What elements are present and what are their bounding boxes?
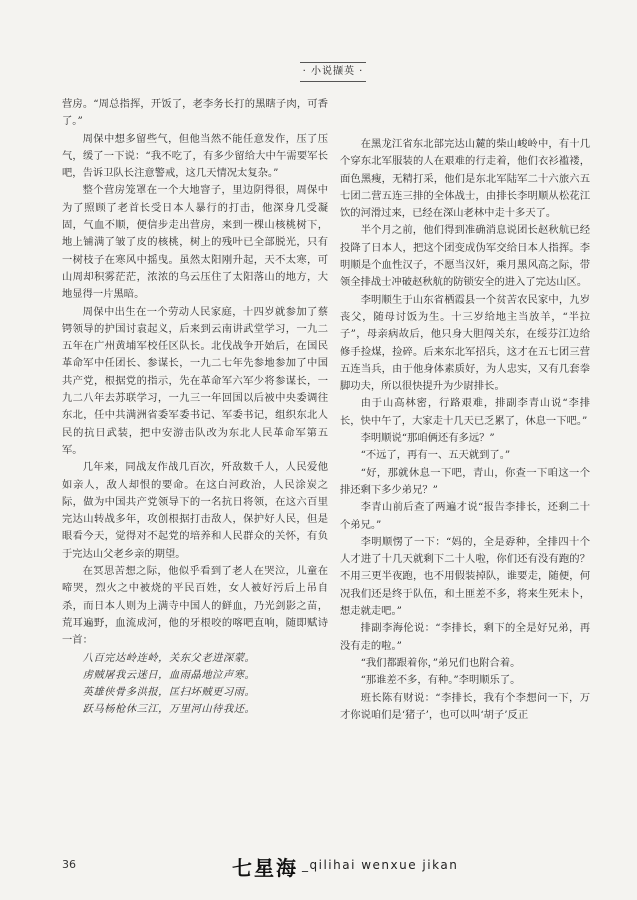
poem-line: 跃马杨枪休三江，万里河山待我还。: [82, 703, 256, 716]
paragraph: 在黑龙江省东北部完达山麓的柴山峻岭中，有十几个穿东北军服装的人在艰难的行走着，他们衣衫褴褛，面色黑瘦，无精打采，他们是东北军陆军二十六旅六五七团二营五连三排的全体战士，由排长李明顺从松花江饮的河滑过来，已经在深山老林中走十多天了。: [340, 138, 590, 220]
paragraph: 周保中出生在一个劳动人民家庭，十四岁就参加了蔡锷领导的护国讨袁起义，后来到云南讲武堂学习，一九二五年在广州黄埔军校任区队长。北伐战争开始后，在国民革命军中任团长、参谋长，一九二七年先参地参加了中国共产党，根据党的指示，先在革命军六军少将参谋长，一九二八年去苏联学习，一九三一年回国以后被中央委调往东北，任中共满洲省委军委书记、军委书记，组织东北人民的抗日武装，把中安游击队改为东北人民革命军第五军。: [62, 305, 328, 456]
paragraph: “那谁差不多，有种。”李明顺乐了。: [360, 674, 521, 687]
paragraph: 营房。“周总指挥，开饭了，老李务长打的黑瞎子肉，可香了。”: [62, 98, 328, 128]
paragraph: 几年来，同战友作战几百次，歼敌数千人，人民爱他如亲人，敌人却恨的要命。在这白河政治，人民涂炭之际，做为中国共产党领导下的一名抗日将领，在这六百里完达山转战多年，攻创根据打击敌人，保护好人民，但是眼看今天，觉得对不起党的培养和人民群众的关怀，有负于完达山父老乡亲的期望。: [62, 461, 328, 560]
paragraph: 排副李海伦说：“李排长，剩下的全是好兄弟，再没有走的啦。”: [340, 622, 590, 652]
paragraph: 半个月之前，他们得到准确消息说团长赵秋航已经投降了日本人，把这个团变成伪军交给日本人指挥。李明顺是个血性汉子，不愿当汉奸，乘月黑风高之际，带领全排战士冲破赵秋航的防锁安全的进入了完达山区。: [340, 224, 590, 289]
page-number: 36: [62, 858, 76, 871]
paragraph: “不远了，再有一、五天就到了。”: [360, 449, 511, 462]
paragraph: 李明顺愣了一下：“妈的，全是孬种，全排四十个人才进了十几天就剩下二十人啦，你们还有没有跑的？不用三更半夜跑，也不用假装掉队，谁要走，随便，何况我们还是终于队伍，和土匪差不多，将来生死未卜，想走就走吧。”: [340, 535, 590, 618]
poem-line: 英雄侠骨多洪报，匡扫坏贼更习雨。: [82, 686, 256, 699]
paragraph: 由于山高林密，行路艰难，排副李青山说“李排长，快中午了，大家走十几天已乏累了，休息一下吧。”: [340, 397, 590, 427]
paragraph: 整个营房笼罩在一个大地窨子，里边阴得很，周保中为了照顾了老首长受日本人暴行的打击，他深身几受凝固，气血不顺，便信步走出营房，来到一棵山核桃树下，地上铺满了皱了皮的核桃，树上的残叶已全部脱光，只有一树枝子在寒风中摇曳。虽然太阳刚升起，天不太寒，可山周却积雾茫茫，浓浓的乌云压住了太阳落山的地方，大地显得一片黑暗。: [62, 184, 328, 301]
paragraph: “好，那就休息一下吧，青山，你查一下咱这一个排还剩下多少弟兄？”: [340, 466, 590, 496]
section-header: [300, 62, 366, 82]
poem: [83, 650, 328, 719]
page-footer: [0, 852, 637, 882]
paragraph: 班长陈有财说：“李排长，我有个李想问一下，万才你说咱们是‘猪子’，也可以叫‘胡子’反正: [340, 691, 590, 721]
paragraph: “我们都跟着你，”弟兄们也附合着。: [360, 656, 521, 669]
paragraph: 李青山前后查了两遍才说“报告李排长，还剩二十个弟兄。”: [340, 501, 590, 531]
paragraph: 李明顺说“那咱俩还有多远？”: [360, 432, 495, 445]
poem-line: 虏贼屠我云迷日，血雨晶地泣声寒。: [82, 668, 256, 681]
journal-name-latin: _qilihai wenxue jikan: [302, 858, 459, 872]
journal-logo: 七星海: [232, 856, 298, 880]
section-label: · 小说撷英 ·: [302, 66, 364, 77]
left-column: [62, 96, 328, 719]
paragraph: 李明顺生于山东省栖霞县一个贫苦农民家中，九岁丧父，随母讨饭为生。十三岁给地主当放羊，“半拉子”，母亲病故后，他只身大胆闯关东，在绥芬江边给修手捡煤，捡碎。后来东北军招兵，这才在五七团三营五连当兵，由于他身体素质好，为人忠实，又有几套拳脚功夫，所以很快提升为少尉排长。: [340, 293, 590, 393]
paragraph: 周保中想多留些气，但他当然不能任意发作，压了压气，缓了一下说：“我不吃了，有多少留给大中午需要军长吧，告诉卫队长注意警戒，这几天情况太复杂。”: [62, 132, 328, 180]
poem-line: 八百完达岭连岭，关东父老进深蒙。: [82, 651, 256, 664]
paragraph: 在冥思苦想之际，他似乎看到了老人在哭泣，儿童在啼哭，烈火之中被烧的平民百姓，女人被好污后上吊自杀，而日本人则为上满寺中国人的鲜血，乃光剑影之苗，荒耳遍野，血流成河，他的牙根咬的喀吧直响，随即赋诗一首：: [62, 565, 328, 647]
right-column: [340, 136, 590, 724]
